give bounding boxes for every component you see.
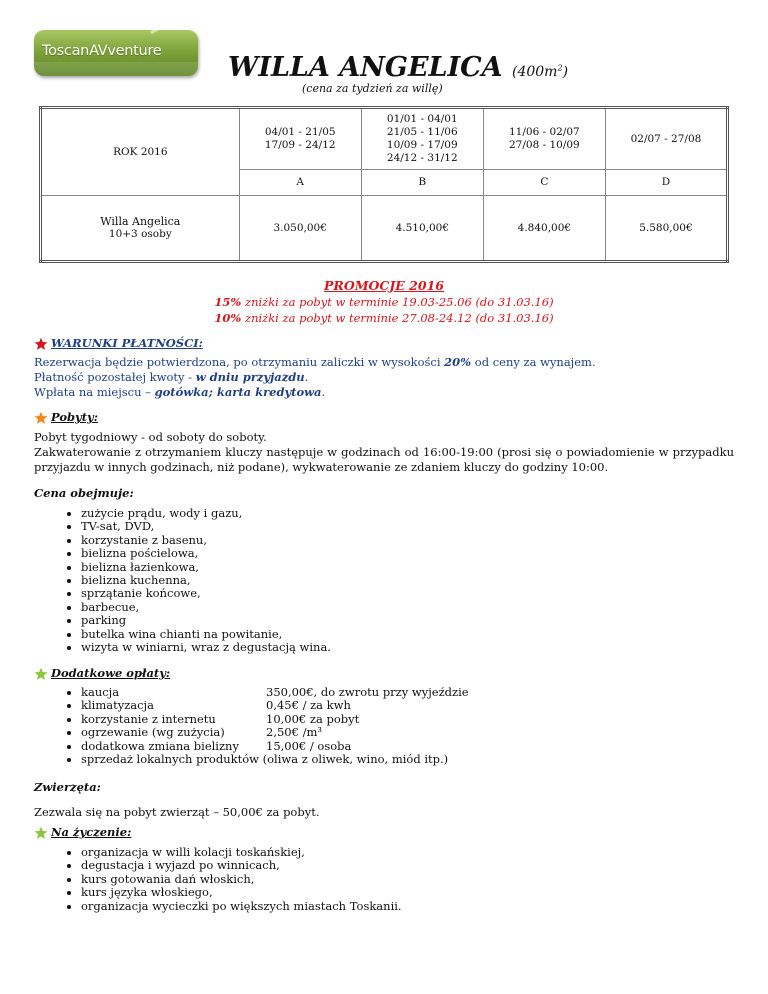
red-star-icon xyxy=(34,337,48,351)
area-note xyxy=(512,64,568,80)
green-star-icon xyxy=(34,667,48,681)
list-item: • degustacja i wyjazd po winnicach, xyxy=(81,859,402,872)
list-item: • organizacja w willi kolacji toskańskiej, xyxy=(81,846,402,859)
payment-text-part: Rezerwacja będzie potwierdzona, po otrzymaniu zaliczki w wysokości xyxy=(34,355,445,369)
period-line: 21/05 - 11/06 xyxy=(386,126,458,138)
price-cell: 3.050,00€ xyxy=(239,196,361,262)
list-item: • kurs gotowania dań włoskich, xyxy=(81,873,402,886)
villa-row xyxy=(41,196,728,262)
fee-name: kaucja xyxy=(81,685,120,699)
payment-line xyxy=(34,370,596,385)
area-suffix: ) xyxy=(562,64,569,80)
extras-list xyxy=(34,686,469,766)
list-item xyxy=(81,726,469,739)
list-item: • bielizna pościelowa, xyxy=(81,547,331,560)
list-item xyxy=(81,686,469,699)
period-line: 11/06 - 02/07 xyxy=(508,126,580,138)
period-cell-c xyxy=(483,108,605,170)
payment-text-part: . xyxy=(304,370,309,384)
period-line: 01/01 - 04/01 xyxy=(386,113,458,125)
price-table xyxy=(39,106,729,263)
logo-reflection xyxy=(34,62,198,76)
promo-text: zniżki za pobyt w terminie 27.08-24.12 (do 31.03.16) xyxy=(241,311,554,325)
fee-name: klimatyzacja xyxy=(81,698,154,713)
payment-text-part: Wpłata na miejscu – xyxy=(34,385,155,399)
villa-capacity: 10+3 osoby xyxy=(108,228,172,240)
extras-heading xyxy=(34,666,469,681)
fee-value: 15,00€ / osoba xyxy=(266,738,352,753)
list-item: • korzystanie z basenu, xyxy=(81,534,331,547)
year-label: ROK 2016 xyxy=(113,145,168,158)
pets-heading: Zwierzęta: xyxy=(34,780,101,794)
stays-line: Zakwaterowanie z otrzymaniem kluczy następuje w godzinach od 16:00-19:00 (prosi się o powiadomienie w przypadku przyjazdu w innych godzinach, niż podane), wykwaterowanie ze zdaniem kluczy do godziny 10:00. xyxy=(34,445,734,474)
promotion-line xyxy=(0,310,768,326)
fee-value: 350,00€, do zwrotu przy wyjeździe xyxy=(266,685,469,699)
period-line: 17/09 - 24/12 xyxy=(264,139,336,151)
period-line: 10/09 - 17/09 xyxy=(386,139,458,151)
list-item: • parking xyxy=(81,614,331,627)
page-subtitle: (cena za tydzień za willę) xyxy=(302,82,443,95)
logo-text: ToscanAVventure xyxy=(42,43,162,59)
area-sup: 2 xyxy=(557,63,563,73)
fee-value: 2,50€ /m³ xyxy=(266,725,322,740)
list-item xyxy=(81,713,469,726)
price-cell: 4.840,00€ xyxy=(483,196,605,262)
stays-line: Pobyt tygodniowy - od soboty do soboty. xyxy=(34,430,267,444)
payment-section xyxy=(34,336,596,400)
extras-section xyxy=(34,666,469,766)
page-title xyxy=(228,52,568,83)
on-request-section xyxy=(34,825,402,913)
list-item: • organizacja wycieczki po większych miastach Toskanii. xyxy=(81,900,402,913)
fee-name: korzystanie z internetu xyxy=(81,711,216,726)
period-cell-b xyxy=(361,108,483,170)
promotions-heading: PROMOCJE 2016 xyxy=(324,278,444,293)
extras-heading-text: Dodatkowe opłaty: xyxy=(51,666,171,680)
list-item: • sprzedaż lokalnych produktów (oliwa z oliwek, wino, miód itp.) xyxy=(81,753,469,766)
promotions-block xyxy=(0,278,768,326)
villa-name: Willa Angelica xyxy=(100,215,181,228)
fee-name: dodatkowa zmiana bielizny xyxy=(81,738,239,753)
list-item: • butelka wina chianti na powitanie, xyxy=(81,628,331,641)
payment-emphasis: gotówka; karta kredytowa xyxy=(154,385,322,399)
on-request-list xyxy=(34,846,402,913)
company-logo xyxy=(34,30,198,76)
promo-text: zniżki za pobyt w terminie 19.03-25.06 (do 31.03.16) xyxy=(241,295,554,309)
includes-heading: Cena obejmuje: xyxy=(34,486,134,500)
stays-heading xyxy=(34,410,734,425)
fee-value: 0,45€ / za kwh xyxy=(266,698,351,713)
green-star-icon xyxy=(34,826,48,840)
payment-text-part: . xyxy=(321,385,326,399)
list-item: • zużycie prądu, wody i gazu, xyxy=(81,507,331,520)
promo-percent: 15% xyxy=(214,295,242,309)
list-item: • TV-sat, DVD, xyxy=(81,520,331,533)
orange-star-icon xyxy=(34,411,48,425)
season-code: B xyxy=(361,170,483,196)
period-line: 27/08 - 10/09 xyxy=(508,139,580,151)
list-item: • wizyta w winiarni, wraz z degustacją wina. xyxy=(81,641,331,654)
title-text: WILLA ANGELICA xyxy=(228,52,503,83)
fee-value: 10,00€ za pobyt xyxy=(266,711,360,726)
period-line: 02/07 - 27/08 xyxy=(630,132,702,145)
payment-heading-text: WARUNKI PŁATNOŚCI: xyxy=(51,336,203,350)
pets-text: Zezwala się na pobyt zwierząt – 50,00€ za pobyt. xyxy=(34,805,320,819)
payment-text-part: od ceny za wynajem. xyxy=(471,355,596,369)
season-code: A xyxy=(239,170,361,196)
payment-emphasis: w dniu przyjazdu xyxy=(195,370,305,384)
period-line: 24/12 - 31/12 xyxy=(386,152,458,164)
periods-row xyxy=(41,108,728,170)
list-item: • bielizna kuchenna, xyxy=(81,574,331,587)
list-item: • kurs języka włoskiego, xyxy=(81,886,402,899)
list-item xyxy=(81,740,469,753)
list-item: • barbecue, xyxy=(81,601,331,614)
on-request-heading xyxy=(34,825,402,840)
on-request-heading-text: Na życzenie: xyxy=(51,825,132,839)
fee-name: ogrzewanie (wg zużycia) xyxy=(81,725,225,740)
list-item: • bielizna łazienkowa, xyxy=(81,561,331,574)
payment-text xyxy=(34,355,596,400)
stays-section xyxy=(34,410,734,475)
promo-percent: 10% xyxy=(214,311,242,325)
list-item: • sprzątanie końcowe, xyxy=(81,587,331,600)
price-cell: 4.510,00€ xyxy=(361,196,483,262)
period-cell-a xyxy=(239,108,361,170)
list-item xyxy=(81,699,469,712)
price-cell: 5.580,00€ xyxy=(605,196,727,262)
payment-heading xyxy=(34,336,596,351)
payment-line xyxy=(34,355,596,370)
promotion-line xyxy=(0,294,768,310)
season-code: D xyxy=(605,170,727,196)
payment-line xyxy=(34,385,596,400)
includes-list xyxy=(34,507,331,654)
area-prefix: (400m xyxy=(512,64,558,80)
pets-section xyxy=(34,780,320,820)
period-line: 04/01 - 21/05 xyxy=(264,126,336,138)
payment-emphasis: 20% xyxy=(444,355,472,369)
stays-heading-text: Pobyty: xyxy=(51,410,98,424)
includes-section xyxy=(34,486,331,654)
period-cell-d xyxy=(605,108,727,170)
villa-cell xyxy=(41,196,240,262)
year-cell xyxy=(41,108,240,196)
payment-text-part: Płatność pozostałej kwoty - xyxy=(34,370,196,384)
season-code: C xyxy=(483,170,605,196)
